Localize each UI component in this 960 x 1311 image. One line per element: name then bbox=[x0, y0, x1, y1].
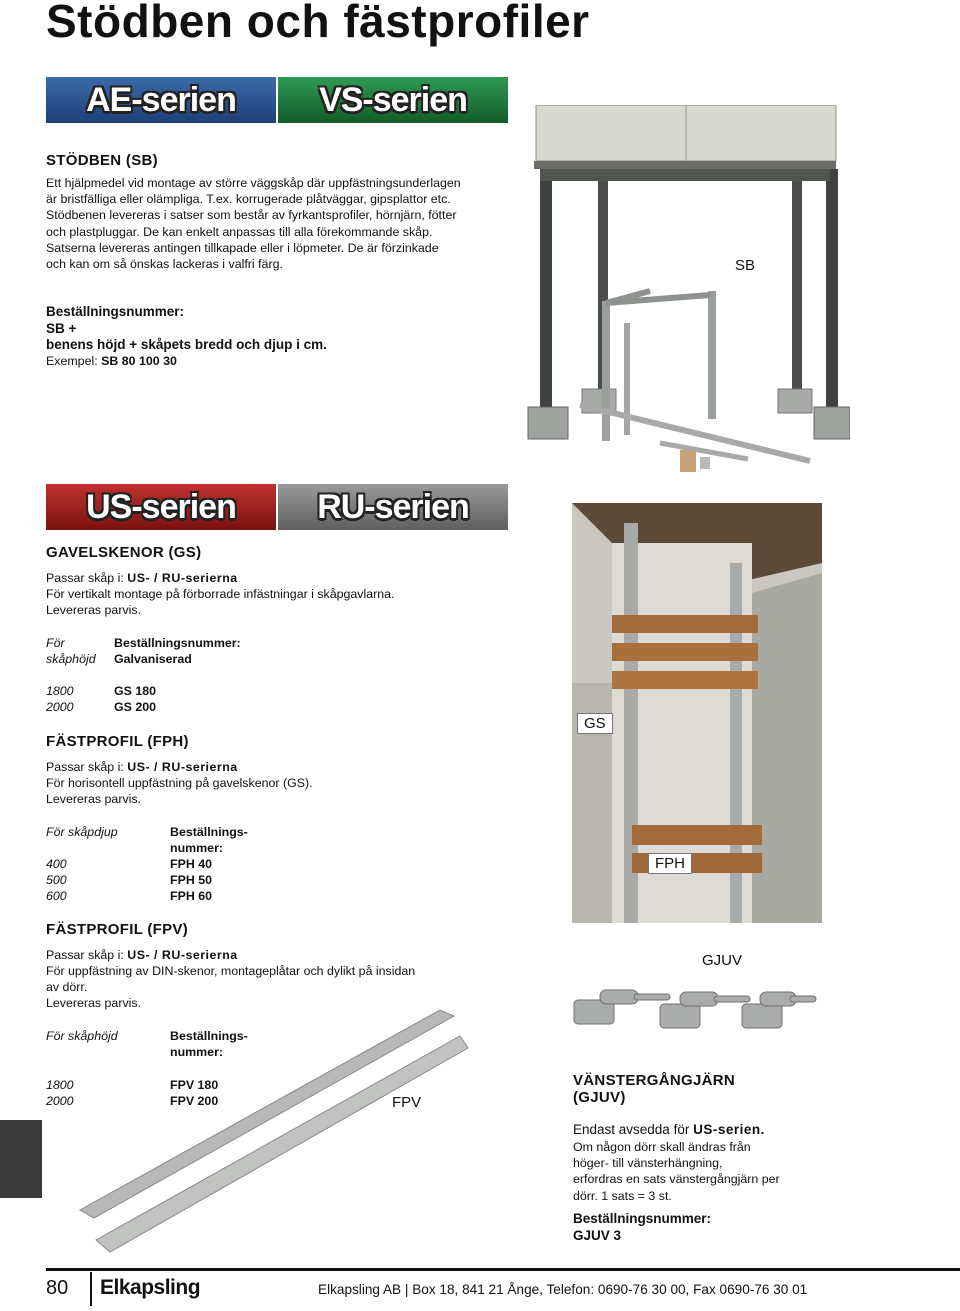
fpv-line1: För uppfästning av DIN-skenor, montageplåtar och dylikt på insidan bbox=[46, 964, 416, 978]
table-row: FPV 200 bbox=[170, 1094, 219, 1108]
gs-fits bbox=[46, 570, 238, 586]
fpv-fits-prefix: Passar skåp i: bbox=[46, 948, 128, 962]
footer-divider bbox=[46, 1268, 960, 1271]
gs-col1-h1: För bbox=[46, 636, 65, 650]
table-row: FPH 40 bbox=[170, 857, 213, 871]
gjuv-heading bbox=[573, 1072, 735, 1106]
fph-col1-header: För skåpdjup bbox=[46, 825, 118, 839]
table-row: 2000 bbox=[46, 700, 74, 714]
gjuv-heading2: (GJUV) bbox=[573, 1089, 626, 1106]
fpv-photo-label: FPV bbox=[392, 1094, 422, 1111]
sb-line: Satserna levereras antingen tillkapade eller i löpmeter. De är förzinkade bbox=[46, 240, 439, 255]
gs-line2: Levereras parvis. bbox=[46, 603, 142, 617]
gs-col2-h2: Galvaniserad bbox=[114, 652, 192, 667]
gjuv-order-label: Beställningsnummer: bbox=[573, 1211, 712, 1226]
badge-ru-serien: RU-serien bbox=[278, 484, 508, 530]
footer-contact: Elkapsling AB | Box 18, 841 21 Ånge, Telefon: 0690-76 30 00, Fax 0690-76 30 01 bbox=[318, 1282, 808, 1297]
gs-heading: GAVELSKENOR (GS) bbox=[46, 544, 202, 561]
fpv-line2: av dörr. bbox=[46, 980, 88, 994]
sb-order-line1: SB + bbox=[46, 320, 77, 336]
section-tab bbox=[0, 1120, 42, 1198]
sb-heading: STÖDBEN (SB) bbox=[46, 152, 158, 169]
table-row: 600 bbox=[46, 889, 67, 903]
gjuv-photo bbox=[570, 970, 820, 1060]
fpv-fits bbox=[46, 947, 238, 963]
page-number: 80 bbox=[46, 1277, 69, 1299]
sb-line: och kan om så önskas lackeras i valfri färg. bbox=[46, 257, 283, 272]
gjuv-line: höger- till vänsterhängning, bbox=[573, 1156, 723, 1171]
gs-fits-value: US- / RU-serierna bbox=[127, 571, 238, 585]
fph-heading: FÄSTPROFIL (FPH) bbox=[46, 733, 189, 750]
gjuv-photo-label: GJUV bbox=[702, 952, 743, 969]
sb-example bbox=[46, 353, 177, 369]
gjuv-order bbox=[573, 1211, 711, 1244]
gjuv-order-value: GJUV 3 bbox=[573, 1227, 622, 1243]
fpv-photo bbox=[70, 1000, 470, 1260]
fpv-col2-h2: nummer: bbox=[170, 1045, 224, 1060]
gs-photo-label: GS bbox=[577, 713, 613, 734]
sb-line: Ett hjälpmedel vid montage av större väggskåp där uppfästningsunderlagen bbox=[46, 176, 461, 190]
sb-line: och plastpluggar. De kan enkelt anpassas till alla förekommande skåp. bbox=[46, 224, 433, 239]
gjuv-line: Om någon dörr skall ändras från bbox=[573, 1140, 751, 1154]
sb-photo-label: SB bbox=[735, 257, 756, 274]
gjuv-only-prefix: Endast avsedda för bbox=[573, 1122, 694, 1137]
brand-logo: Elkapsling bbox=[100, 1276, 201, 1299]
gs-col2-h1: Beställningsnummer: bbox=[114, 636, 241, 650]
badge-us-serien: US-serien bbox=[46, 484, 276, 530]
fpv-fits-value: US- / RU-serierna bbox=[127, 948, 238, 962]
fph-col2-header bbox=[170, 824, 248, 856]
gjuv-heading1: VÄNSTERGÅNGJÄRN bbox=[573, 1072, 736, 1089]
gjuv-line: erfordras en sats vänstergångjärn per bbox=[573, 1172, 780, 1187]
table-row: 1800 bbox=[46, 1078, 74, 1092]
gs-col1-h2: skåphöjd bbox=[46, 652, 96, 667]
table-row: FPH 50 bbox=[170, 873, 213, 887]
page-title: Stödben och fästprofiler bbox=[46, 0, 590, 47]
table-row: GS 180 bbox=[114, 684, 157, 698]
gs-line1: För vertikalt montage på förborrade infästningar i skåpgavlarna. bbox=[46, 587, 395, 601]
sb-order-label: Beställningsnummer: bbox=[46, 304, 185, 319]
sb-order bbox=[46, 304, 327, 354]
gs-fits-prefix: Passar skåp i: bbox=[46, 571, 128, 585]
badge-vs-serien: VS-serien bbox=[278, 77, 508, 123]
sb-description bbox=[46, 175, 516, 272]
sb-photo bbox=[520, 105, 850, 475]
gs-col2-header bbox=[114, 635, 241, 667]
sb-order-line2: benens höjd + skåpets bredd och djup i cm. bbox=[46, 337, 327, 352]
gs-col1-header bbox=[46, 635, 96, 667]
table-row: 2000 bbox=[46, 1094, 74, 1108]
fph-line1: För horisontell uppfästning på gavelskenor (GS). bbox=[46, 776, 313, 790]
table-row: 500 bbox=[46, 873, 67, 887]
fph-fits-value: US- / RU-serierna bbox=[127, 760, 238, 774]
fph-photo-label: FPH bbox=[648, 853, 692, 874]
table-row: 1800 bbox=[46, 684, 74, 698]
fph-line2: Levereras parvis. bbox=[46, 792, 142, 806]
fph-col2-h2: nummer: bbox=[170, 841, 224, 856]
fpv-line3: Levereras parvis. bbox=[46, 996, 142, 1010]
fph-fits-prefix: Passar skåp i: bbox=[46, 760, 128, 774]
sb-example-prefix: Exempel: bbox=[46, 354, 102, 368]
badge-ae-serien: AE-serien bbox=[46, 77, 276, 123]
table-row: FPV 180 bbox=[170, 1078, 219, 1092]
fpv-heading: FÄSTPROFIL (FPV) bbox=[46, 921, 189, 938]
table-row: GS 200 bbox=[114, 700, 157, 714]
sb-line: Stödbenen levereras i satser som består av fyrkantsprofiler, hörnjärn, fötter bbox=[46, 208, 457, 223]
gjuv-only-value: US-serien. bbox=[693, 1122, 765, 1137]
fph-col2-h1: Beställnings- bbox=[170, 825, 248, 839]
sb-example-value: SB 80 100 30 bbox=[101, 354, 177, 368]
gjuv-only bbox=[573, 1122, 765, 1138]
sb-line: är bristfälliga eller olämpliga. T.ex. korrugerade plåtväggar, gipsplattor etc. bbox=[46, 192, 451, 207]
table-row: FPH 60 bbox=[170, 889, 213, 903]
fpv-col1-header: För skåphöjd bbox=[46, 1029, 118, 1043]
footer-vertical-divider bbox=[90, 1272, 92, 1306]
fpv-col2-h1: Beställnings- bbox=[170, 1029, 248, 1043]
fph-fits bbox=[46, 759, 238, 775]
gjuv-description bbox=[573, 1139, 780, 1204]
gjuv-line: dörr. 1 sats = 3 st. bbox=[573, 1188, 672, 1203]
table-row: 400 bbox=[46, 857, 67, 871]
